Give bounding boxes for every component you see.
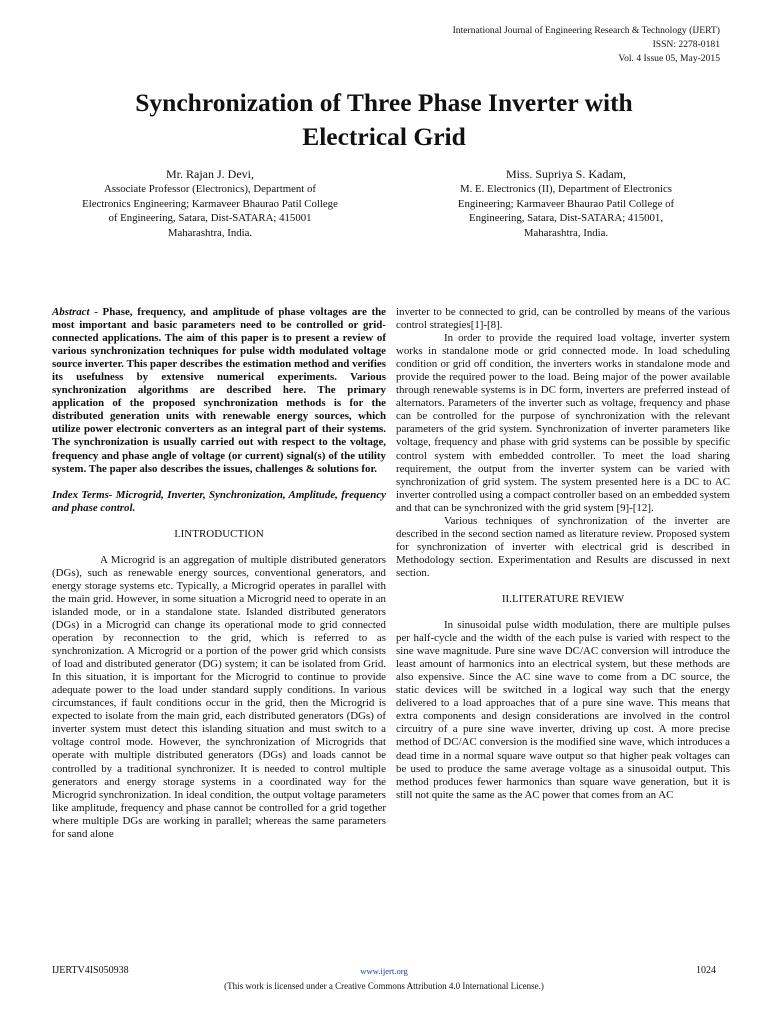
body-paragraph: In order to provide the required load voltage, inverter system works in standalone mode or grid connected mode. In load scheduling condition or grid off condition, the inverters works in standalone mode and provide the required power to the load. Being major of the power available through renewable systems is in DC form, inverters are preferred instead of alternators. Parameters of the inverter such as voltage, frequency and phase can be controlled for the purpose of synchronization with the relevant parameters of the grid system. Synchronization of inverter parameters like voltage, frequency and phase with grid systems can be possible by specific control system with embedded controller. To meet the load sharing requirement, the output from the inverter system can be varied with synchronization of grid system. The system presented here is a DC to AC inverter controlled using a compact controller based on an embedded system and that can be synchronized with the grid system [9]-[12]. (396, 332, 730, 514)
continued-paragraph: inverter to be connected to grid, can be controlled by means of the various control strategies[1]-[8]. (396, 306, 730, 332)
volume-issue: Vol. 4 Issue 05, May-2015 (618, 53, 720, 65)
abstract-text: - Phase, frequency, and amplitude of phase voltages are the most important and basic parameters need to be controlled or grid-connected applications. The aim of this paper is to present a review of various synchronization techniques for pulse width modulated voltage source inverter. This paper describes the estimation method and verifies its usefulness by extensive numerical experiments. Various synchronization algorithms are described here. The primary application of the proposed synchronization methods is for the distributed generation units with renewable energy sources, which utilize power electronic converters as an integral part of their systems. The synchronization is usually carried out with respect to the voltage, frequency and phase angle of voltage (or current) signal(s) of the utility system. The paper also describes the issues, challenges & solutions for. (52, 306, 386, 475)
section-heading-literature-review: II.LITERATURE REVIEW (501, 592, 625, 605)
journal-name: International Journal of Engineering Research & Technology (IJERT) (452, 25, 720, 36)
author-affiliation: Engineering, Satara, Dist-SATARA; 415001, (468, 212, 664, 225)
left-column (52, 306, 386, 841)
author-block-2 (396, 166, 736, 240)
abstract-label: Abstract (52, 306, 90, 318)
author-affiliation: Maharashtra, India. (167, 226, 253, 239)
author-affiliation: Engineering; Karmaveer Bhaurao Patil College of (457, 197, 675, 210)
paper-id: IJERTV4IS050938 (52, 965, 129, 976)
author-name: Mr. Rajan J. Devi, (166, 167, 254, 181)
journal-url-link[interactable]: www.ijert.org (360, 966, 408, 976)
section-heading-introduction: I.INTRODUCTION (174, 527, 264, 540)
author-affiliation: of Engineering, Satara, Dist-SATARA; 415001 (108, 212, 312, 225)
author-affiliation: M. E. Electronics (II), Department of Electronics (460, 183, 672, 195)
journal-header (453, 24, 720, 67)
literature-paragraph: In sinusoidal pulse width modulation, there are multiple pulses per half-cycle and the width of the each pulse is varied with respect to the sine wave magnitude. Pure sine wave DC/AC conversion will introduce the least amount of harmonics into an electrical system, but these methods are also expensive. Since the AC sine wave to come from a DC source, the static devices will be switched in a logical way such that the energy delivered to a load approaches that of a pure sine wave. This means that extra components and design considerations are involved in the control circuitry of a pure sine wave inverter, driving up cost. A more precise method of DC/AC conversion is the modified sine wave, which introduces a dead time in a normal square wave output so that higher peak voltages can be used to produce the same average voltage as a sinusoidal output. This method produces fewer harmonics than square wave generation, but it is still not quite the same as the AC power that comes from an AC (396, 619, 730, 801)
author-affiliation: Electronics Engineering; Karmaveer Bhaurao Patil College (82, 197, 338, 210)
introduction-paragraph: A Microgrid is an aggregation of multiple distributed generators (DGs), such as renewable energy sources, conventional generators, and energy storage systems etc. Typically, a Microgrid operates in parallel with the main grid. However, in some situation a Microgrid need to operate in an islanded mode, or in a standalone state. Islanded distributed generators (DGs) in a Microgrid can change its operational mode to grid connected operation by reconnection to the grid, which is referred to as synchronization. A Microgrid or a portion of the power grid which consists of load and distributed generator (DG) system; it can be isolated from Grid. In this situation, it is important for the Microgrid to continue to provide adequate power to the load under standard supply conditions. In various circumstances, if fault conditions occur in the grid, then the Microgrid is expected to isolate from the main grid, each distributed generators (DGs) of inverter system must detect this islanding situation and must switch to a voltage control mode. However, the synchronization of Microgrids that operate with multiple distributed generators (DGs) and loads cannot be controlled by a traditional synchronizer. It is needed to control multiple generators and energy storage systems in a coordinated way for the Microgrid synchronization. In ideal condition, the output voltage parameters like amplitude, frequency and phase cannot be controlled for a grid together where multiple DGs are working in parallel; whereas the same parameters for sand alone (52, 553, 386, 840)
issn: ISSN: 2278-0181 (652, 39, 720, 51)
author-affiliation: Associate Professor (Electronics), Department of (104, 183, 316, 195)
body-paragraph: Various techniques of synchronization of the inverter are described in the second section named as literature review. Proposed system for synchronization of inverter with electrical grid is described in Methodology section. Experimentation and Results are discussed in next section. (396, 514, 730, 579)
license-note: (This work is licensed under a Creative Commons Attribution 4.0 International License.) (224, 981, 544, 991)
author-name: Miss. Supriya S. Kadam, (506, 167, 626, 181)
paper-title: Synchronization of Three Phase Inverter with Electrical Grid (135, 88, 633, 151)
page-number: 1024 (696, 965, 716, 976)
author-affiliation: Maharashtra, India. (523, 226, 609, 239)
abstract (52, 306, 386, 476)
index-terms: Index Terms- Microgrid, Inverter, Synchronization, Amplitude, frequency and phase control. (52, 488, 386, 514)
author-block-1 (40, 166, 380, 240)
right-column (396, 306, 730, 802)
